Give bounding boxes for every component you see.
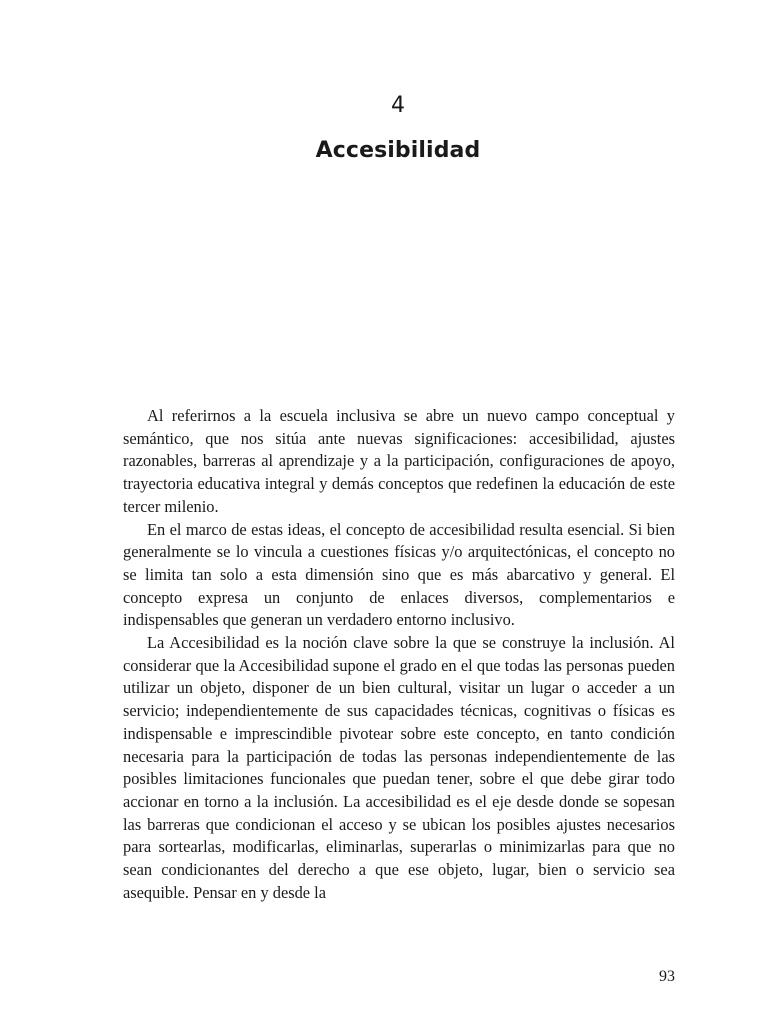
paragraph: La Accesibilidad es la noción clave sobre la que se construye la inclusión. Al considerar que la Accesibilidad supone el grado en el que todas las personas pueden utilizar un objeto, disponer de un bien cultural, visitar un lugar o acceder a un servicio; independientemente de sus capacidades técnicas, cognitivas o físicas es indispensable e imprescindible pivotear sobre este concepto, en tanto condición necesaria para la participación de todas las personas independientemente de las posibles limitaciones funcionales que puedan tener, sobre el que debe girar todo accionar en torno a la inclusión. La accesibilidad es el eje desde donde se sopesan las barreras que condicionan el acceso y se ubican los posibles ajustes necesarios para sortearlas, modificarlas, eliminarlas, superarlas o minimizarlas para que no sean condicionantes del derecho a que ese objeto, lugar, bien o servicio sea asequible. Pensar en y desde la xyxy=(123,633,675,902)
page-number: 93 xyxy=(659,968,675,985)
paragraph: En el marco de estas ideas, el concepto de accesibilidad resulta esencial. Si bien generalmente se lo vincula a cuestiones físicas y/o arquitectónicas, el concepto no se limita tan solo a esta dimensión sino que es más abarcativo y general. El concepto expresa un conjunto de enlaces diversos, complementarios e indispensables que generan un verdadero entorno inclusivo. xyxy=(123,519,675,630)
chapter-title: Accesibilidad xyxy=(315,138,481,163)
body-text xyxy=(123,405,675,904)
chapter-number: 4 xyxy=(391,93,405,118)
paragraph: Al referirnos a la escuela inclusiva se abre un nuevo campo conceptual y semántico, que nos sitúa ante nuevas significaciones: accesibilidad, ajustes razonables, barreras al aprendizaje y a la participación, configuraciones de apoyo, trayectoria educativa integral y demás conceptos que redefinen la educación de este tercer milenio. xyxy=(123,406,675,516)
